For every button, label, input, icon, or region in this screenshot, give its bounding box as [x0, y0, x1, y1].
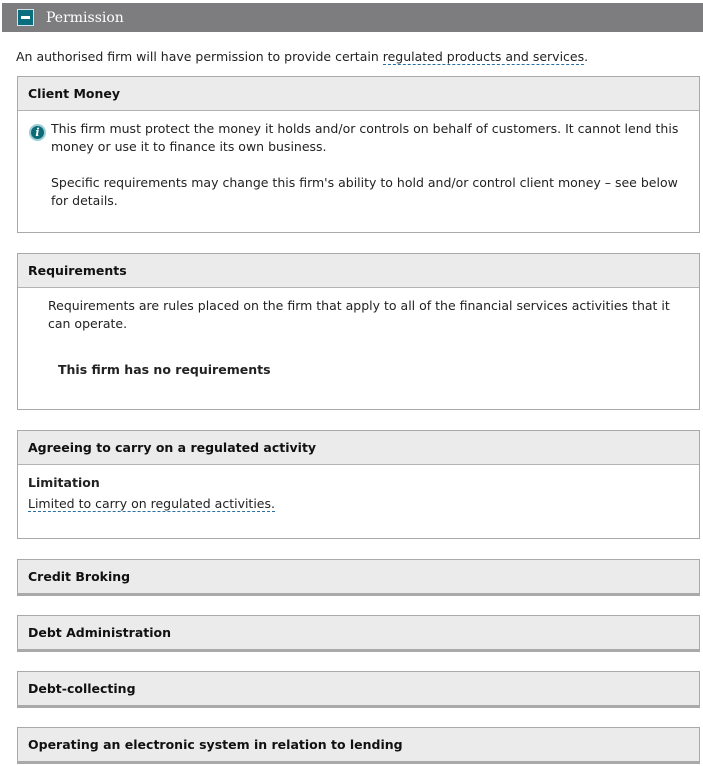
intro-suffix: .: [584, 49, 589, 64]
activity-panel-credit-broking[interactable]: [17, 559, 700, 596]
agreeing-heading: Agreeing to carry on a regulated activity: [18, 431, 699, 465]
intro-sentence: An authorised firm will have permission to provide certain: [16, 49, 383, 64]
limitation-title: Limitation: [28, 475, 100, 490]
requirements-panel: [17, 253, 700, 410]
no-requirements-text: This firm has no requirements: [58, 362, 271, 377]
minus-icon[interactable]: [17, 9, 34, 26]
intro-text: [16, 49, 696, 64]
activity-heading[interactable]: Debt Administration: [18, 616, 699, 651]
client-money-text: [51, 120, 691, 210]
client-money-panel: [17, 76, 700, 233]
limitation-link[interactable]: Limited to carry on regulated activities.: [28, 496, 275, 511]
permission-header[interactable]: [2, 3, 703, 32]
activity-heading[interactable]: Operating an electronic system in relation to lending: [18, 728, 699, 763]
client-money-para-2: Specific requirements may change this firm's ability to hold and/or control client money – see below for details.: [51, 175, 678, 208]
info-icon: i: [29, 124, 46, 141]
activity-heading[interactable]: Debt-collecting: [18, 672, 699, 707]
client-money-para-1: This firm must protect the money it holds and/or controls on behalf of customers. It cannot lend this money or use it to finance its own business.: [51, 121, 679, 154]
requirements-text: Requirements are rules placed on the firm that apply to all of the financial services activities that it can operate.: [48, 298, 670, 331]
activity-heading[interactable]: Credit Broking: [18, 560, 699, 595]
regulated-products-link[interactable]: regulated products and services: [382, 49, 585, 64]
activity-panel-electronic-lending[interactable]: [17, 727, 700, 764]
requirements-heading: Requirements: [18, 254, 699, 288]
permission-title: Permission: [46, 9, 124, 26]
activity-panel-debt-administration[interactable]: [17, 615, 700, 652]
activity-panel-debt-collecting[interactable]: [17, 671, 700, 708]
agreeing-panel: [17, 430, 700, 539]
client-money-heading: Client Money: [18, 77, 699, 111]
